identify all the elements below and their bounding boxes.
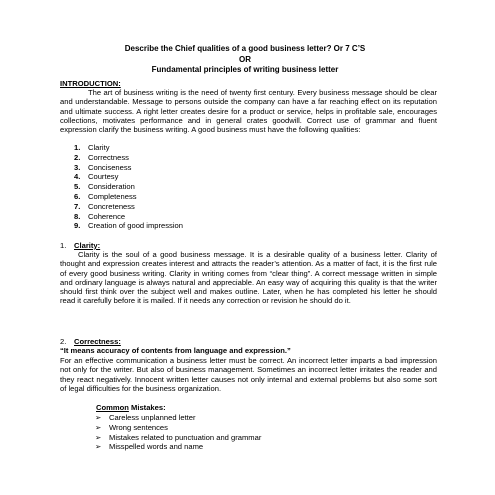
mistake-item (95, 442, 261, 452)
arrow-bullet-icon: ➢ (95, 432, 102, 442)
common-mistakes-heading-rest: Mistakes: (128, 403, 166, 412)
mistake-label: Careless unplanned letter (109, 413, 196, 422)
mistake-item (95, 433, 261, 443)
quality-item (74, 153, 183, 163)
title-line-1: Describe the Chief qualities of a good business letter? Or 7 C’S (124, 44, 366, 53)
correctness-paragraph: For an effective communication a business letter must be correct. An incorrect letter imparts a bad impression not only for the writer. But also of business management. Sometimes an incorrect letter irritates the reader and they react negatively. Innocent written letter causes not only internal and external problems but also some sort of legal difficulties for the business organization. (60, 356, 437, 393)
arrow-bullet-icon: ➢ (95, 422, 102, 432)
quality-label: Concreteness (88, 201, 135, 211)
quality-item (74, 143, 183, 153)
mistake-label: Wrong sentences (109, 422, 168, 432)
quality-label: Clarity (88, 143, 110, 152)
quality-label: Consideration (88, 182, 135, 192)
quality-item (74, 212, 183, 222)
title-line-3: Fundamental principles of writing business letter (151, 65, 339, 74)
quality-label: Courtesy (88, 172, 119, 182)
quality-label: Coherence (88, 211, 126, 221)
correctness-section-heading (60, 337, 437, 346)
quality-number: 2. (74, 152, 81, 162)
quality-item (74, 202, 183, 212)
quality-number: 6. (74, 191, 81, 201)
clarity-heading: Clarity: (74, 241, 101, 250)
section-number: 2. (60, 337, 67, 346)
quality-number: 1. (74, 143, 81, 152)
introduction-paragraph: The art of business writing is the need of twenty first century. Every business message should be clear and understandable. Message to persons outside the company can have a far reaching effect on its reputation and ultimate success. A right letter creates desire for a product or service, helps in profitable sale, encourages collections, motivates performance and in general crates goodwill. Correct use of grammar and fluent expression clarify the business writing. A good business must have the following qualities: (60, 88, 437, 135)
common-mistakes-heading-underlined: Common (96, 403, 129, 412)
quality-item (74, 192, 183, 202)
qualities-list (74, 143, 183, 231)
correctness-quote: “It means accuracy of contents from language and expression.” (60, 346, 291, 355)
arrow-bullet-icon: ➢ (95, 442, 102, 452)
common-mistakes-heading (96, 403, 166, 412)
clarity-paragraph: Clarity is the soul of a good business message. It is a desirable quality of a business letter. Clarity of thought and expression creates interest and attracts the reader’s attention. As a matter of fact, it is the first rule of every good business writing. Clarity in writing comes from “clear thing”. A correct message written in simple and ordinary language is always natural and appreciable. An easy way of acquiring this quality is that the writer should first think over the subject well and makes outline. Later, when he has completed his letter he should read it carefully before it is mailed. If it needs any correction or revision he should do it. (60, 250, 437, 306)
mistake-item (95, 413, 261, 423)
quality-label: Creation of good impression (88, 221, 183, 231)
correctness-heading: Correctness: (74, 337, 121, 346)
title-line-2: OR (239, 54, 251, 64)
mistakes-list (95, 413, 261, 452)
section-number: 1. (60, 241, 67, 250)
quality-number: 8. (74, 211, 81, 221)
quality-item (74, 221, 183, 231)
quality-label: Correctness (88, 152, 129, 162)
quality-label: Conciseness (88, 162, 132, 172)
clarity-section-heading (60, 241, 437, 250)
arrow-bullet-icon: ➢ (95, 413, 102, 422)
quality-number: 3. (74, 162, 81, 172)
quality-item (74, 163, 183, 173)
quality-number: 7. (74, 201, 81, 211)
document-title (60, 44, 430, 76)
quality-item (74, 172, 183, 182)
mistake-label: Misspelled words and name (109, 442, 204, 452)
quality-number: 9. (74, 221, 81, 231)
quality-label: Completeness (88, 191, 137, 201)
introduction-heading: INTRODUCTION: (60, 79, 121, 88)
mistake-item (95, 423, 261, 433)
quality-item (74, 182, 183, 192)
quality-number: 4. (74, 172, 81, 182)
quality-number: 5. (74, 182, 81, 192)
mistake-label: Mistakes related to punctuation and grammar (109, 432, 262, 442)
